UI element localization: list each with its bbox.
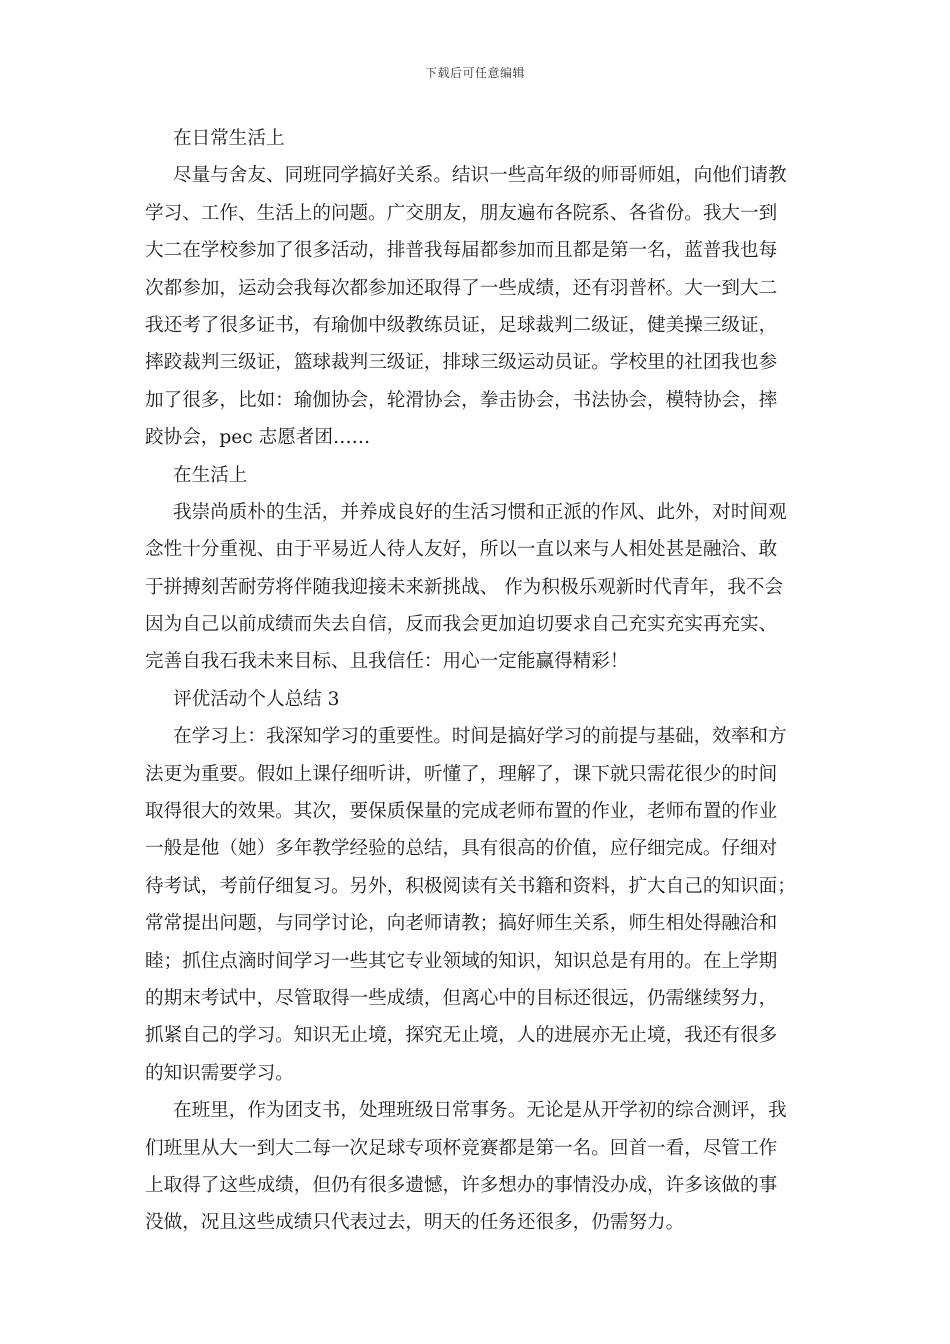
text-line: 尽量与舍友、同班同学搞好关系。结识一些高年级的师哥师姐，向他们请教 <box>173 165 787 187</box>
text-line: 没做，况且这些成绩只代表过去，明天的任务还很多，仍需努力。 <box>145 1212 685 1234</box>
text-line: 们班里从大一到大二每一次足球专项杯竞赛都是第一名。回首一看，尽管工作 <box>145 1137 778 1159</box>
page-header: 下载后可任意编辑 <box>424 66 525 80</box>
text-line: 法更为重要。假如上课仔细听讲，听懂了，理解了，课下就只需花很少的时间 <box>145 763 778 785</box>
text-line: 在学习上：我深知学习的重要性。时间是搞好学习的前提与基础，效率和方 <box>173 726 787 748</box>
text-line: 念性十分重视、由于平易近人待人友好，所以一直以来与人相处甚是融洽、敢 <box>145 539 778 561</box>
text-line: 摔跤裁判三级证，篮球裁判三级证，排球三级运动员证。学校里的社团我也参 <box>145 352 778 374</box>
text-line: 的知识需要学习。 <box>145 1062 294 1084</box>
text-line: 在班里，作为团支书，处理班级日常事务。无论是从开学初的综合测评，我 <box>173 1100 787 1122</box>
text-line: 一般是他（她）多年教学经验的总结，具有很高的价值，应仔细完成。仔细对 <box>145 838 778 860</box>
text-line: 我崇尚质朴的生活，并养成良好的生活习惯和正派的作风、此外，对时间观 <box>173 501 787 523</box>
text-line: 加了很多，比如：瑜伽协会，轮滑协会，拳击协会，书法协会，模特协会，摔 <box>145 389 778 411</box>
text-line: 完善自我石我未来目标、且我信任：用心一定能赢得精彩！ <box>145 651 629 673</box>
text-line: 大二在学校参加了很多活动，排普我每届都参加而且都是第一名，蓝普我也每 <box>145 240 778 262</box>
text-line: 常常提出问题，与同学讨论，向老师请教；搞好师生关系，师生相处得融洽和 <box>145 913 778 935</box>
text-line: 在日常生活上 <box>173 128 285 149</box>
text-line: 次都参加，运动会我每次都参加还取得了一些成绩，还有羽普杯。大一到大二 <box>145 277 778 299</box>
text-line: 于拼搏刻苦耐劳将伴随我迎接未来新挑战、 作为积极乐观新时代青年，我不会 <box>145 576 784 598</box>
text-line: 抓紧自己的学习。知识无止境，探究无止境，人的进展亦无止境，我还有很多 <box>145 1025 778 1047</box>
document-body <box>145 120 825 1242</box>
text-line: 学习、工作、生活上的问题。广交朋友，朋友遍布各院系、各省份。我大一到 <box>145 202 778 224</box>
text-line: 的期末考试中，尽管取得一些成绩，但离心中的目标还很远，仍需继续努力， <box>145 987 778 1009</box>
text-line: 待考试，考前仔细复习。另外，积极阅读有关书籍和资料，扩大自己的知识面； <box>145 875 796 897</box>
section-heading: 评优活动个人总结 3 <box>173 688 340 710</box>
text-line: 取得很大的效果。其次，要保质保量的完成老师布置的作业，老师布置的作业 <box>145 801 778 823</box>
text-line: 跤协会，pec 志愿者团…… <box>145 427 371 449</box>
text-line: 睦；抓住点滴时间学习一些其它专业领域的知识，知识总是有用的。在上学期 <box>145 950 778 972</box>
text-line: 因为自己以前成绩而失去自信，反而我会更加迫切要求自己充实充实再充实、 <box>145 614 778 636</box>
text-line: 上取得了这些成绩，但仍有很多遗憾，许多想办的事情没办成，许多该做的事 <box>145 1174 778 1196</box>
text-line: 我还考了很多证书，有瑜伽中级教练员证，足球裁判二级证，健美操三级证， <box>145 314 778 336</box>
text-line: 在生活上 <box>173 464 248 486</box>
